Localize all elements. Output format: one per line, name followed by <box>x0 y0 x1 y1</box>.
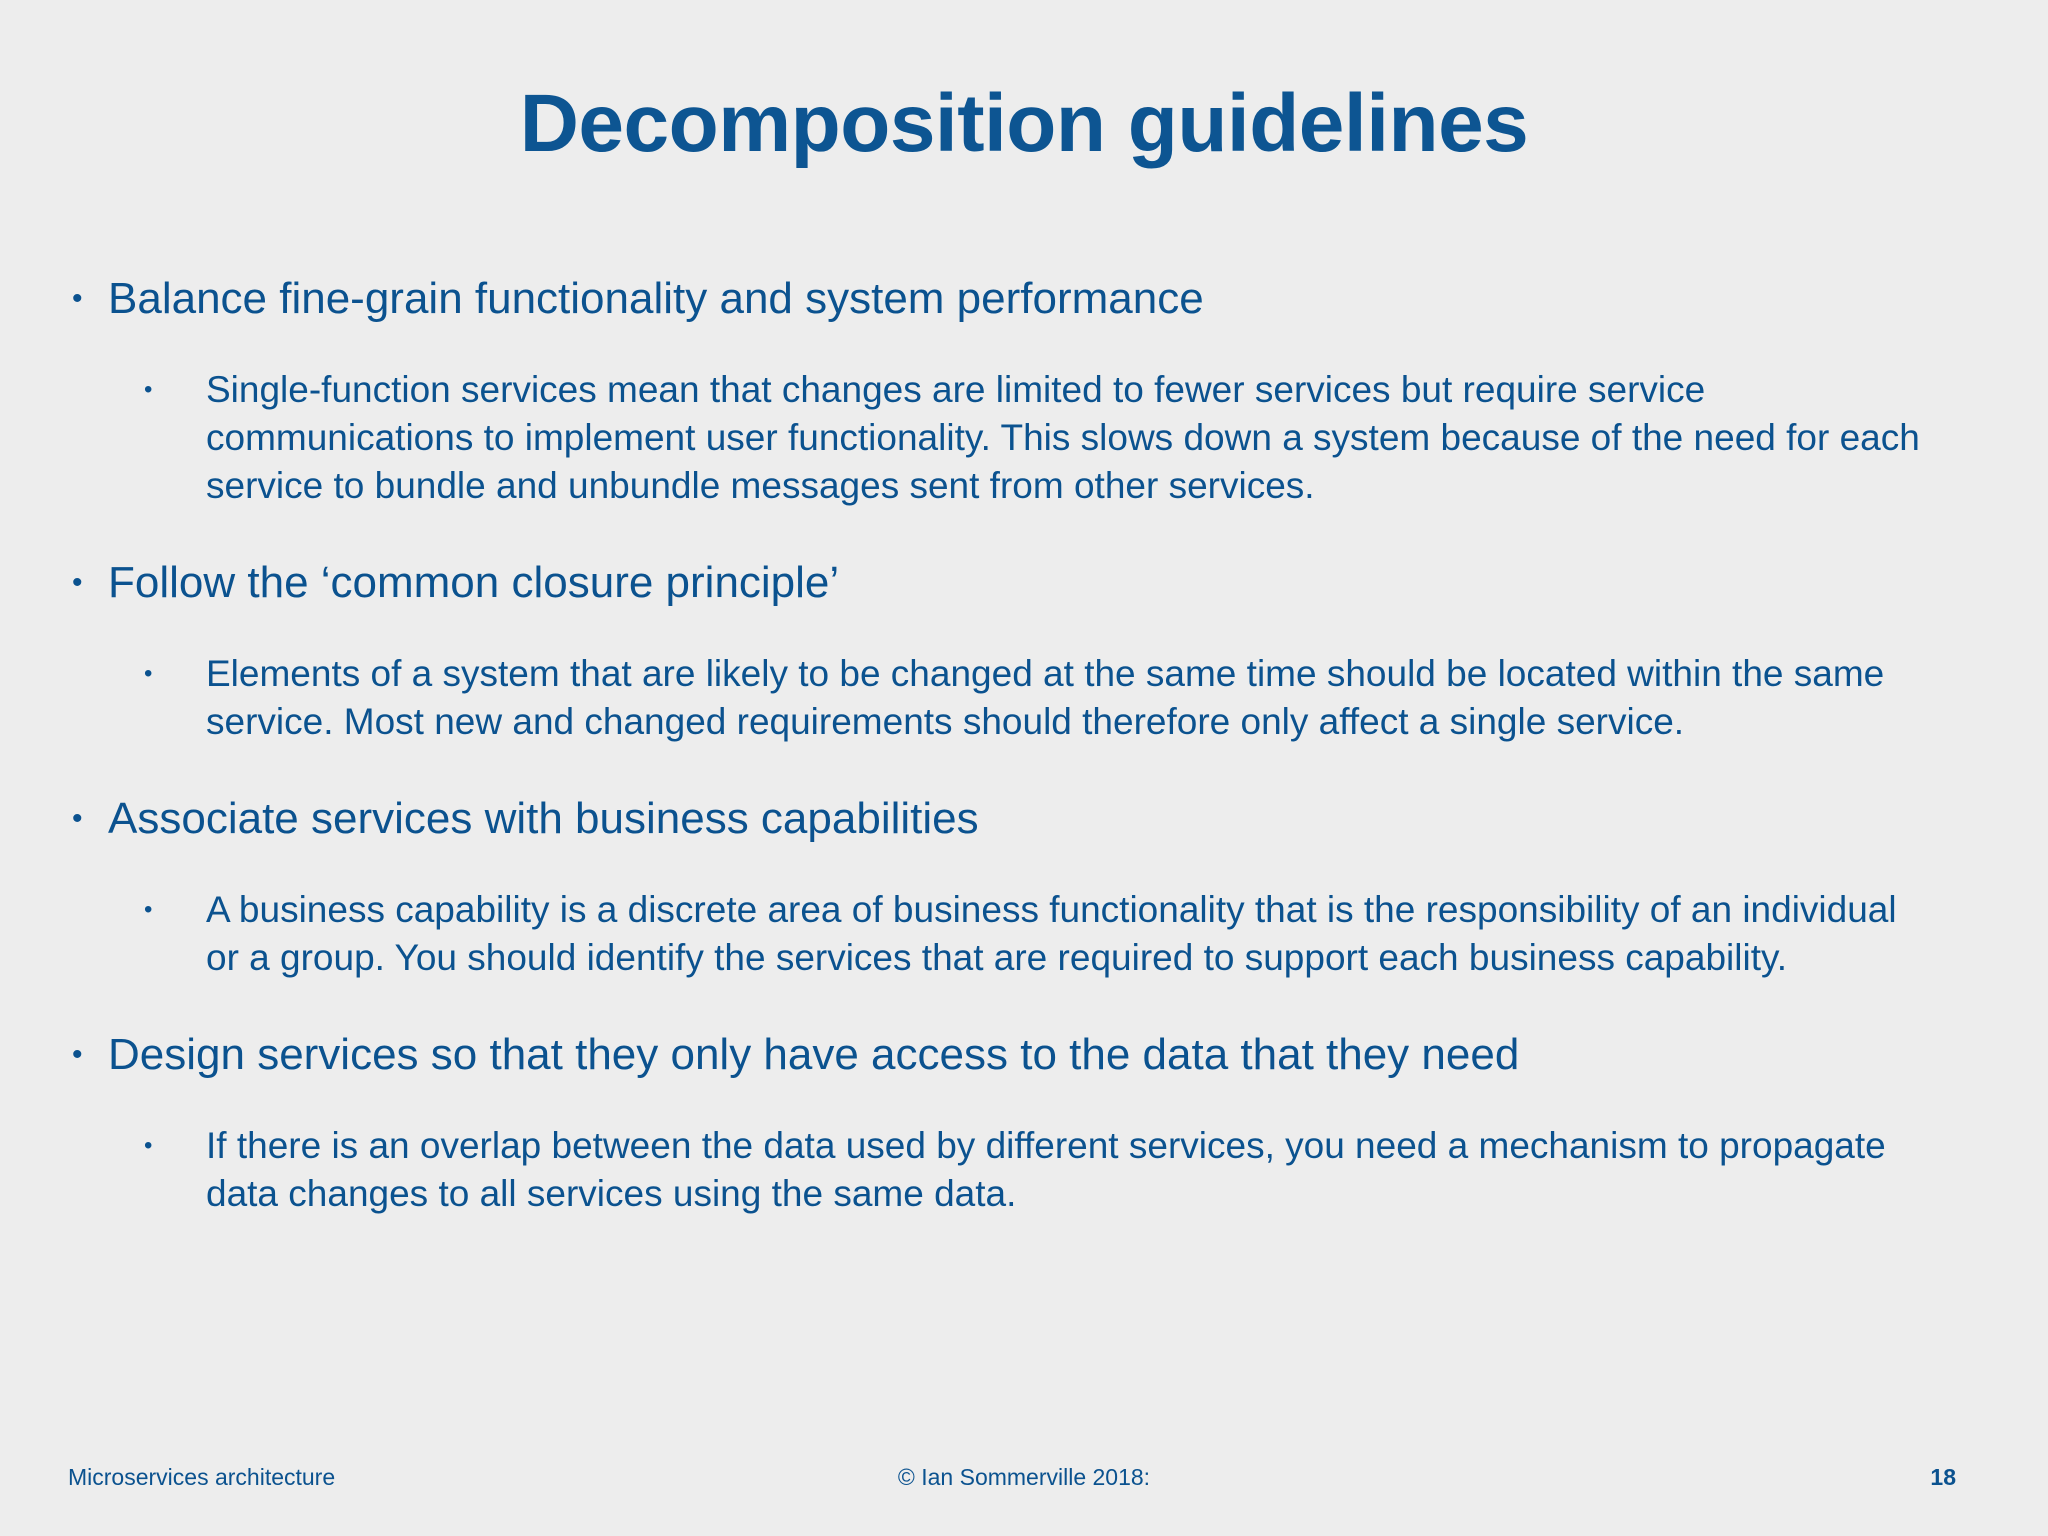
footer-copyright: © Ian Sommerville 2018: <box>897 1464 1151 1490</box>
sub-bullet-text: If there is an overlap between the data used by different services, you need a mechanism to propagate data changes to all services using the same data. <box>206 1125 1886 1214</box>
sub-bullet-text: Single-function services mean that changes are limited to fewer services but require service communications to implement user functionality. This slows down a system because of the need for each service to bundle and unbundle messages sent from other services. <box>206 369 1920 506</box>
sub-bullet <box>144 650 1970 746</box>
sub-bullet-text: Elements of a system that are likely to be changed at the same time should be located within the same service. Most new and changed requirements should therefore only affect a single service. <box>206 653 1885 742</box>
slide-title: Decomposition guidelines <box>519 78 1529 169</box>
bullet-list <box>70 268 1970 1260</box>
bullet-heading-text: Associate services with business capabilities <box>108 794 979 843</box>
sub-bullet-text: A business capability is a discrete area of business functionality that is the responsibility of an individual or a group. You should identify the services that are required to support each business capability. <box>206 889 1897 978</box>
sub-bullet <box>144 1122 1970 1218</box>
sub-bullet-icon: • <box>144 376 153 403</box>
sub-bullet-icon: • <box>144 896 153 923</box>
page-number: 18 <box>1930 1464 1956 1490</box>
bullet-group <box>70 788 1970 982</box>
sub-bullet <box>144 366 1970 510</box>
bullet-heading <box>70 552 1970 614</box>
bullet-group <box>70 268 1970 510</box>
bullet-heading <box>70 1024 1970 1086</box>
bullet-heading-text: Follow the ‘common closure principle’ <box>108 558 840 607</box>
bullet-icon: • <box>72 566 83 599</box>
bullet-icon: • <box>72 802 83 835</box>
sub-bullet-icon: • <box>144 1132 153 1159</box>
bullet-icon: • <box>72 1038 83 1071</box>
bullet-heading-text: Design services so that they only have access to the data that they need <box>108 1030 1520 1079</box>
bullet-heading <box>70 268 1970 330</box>
sub-bullet <box>144 886 1970 982</box>
bullet-heading-text: Balance fine-grain functionality and system performance <box>108 274 1204 323</box>
bullet-icon: • <box>72 282 83 315</box>
sub-bullet-icon: • <box>144 660 153 687</box>
bullet-group <box>70 552 1970 746</box>
bullet-group <box>70 1024 1970 1218</box>
bullet-heading <box>70 788 1970 850</box>
footer-course-title: Microservices architecture <box>68 1464 336 1490</box>
